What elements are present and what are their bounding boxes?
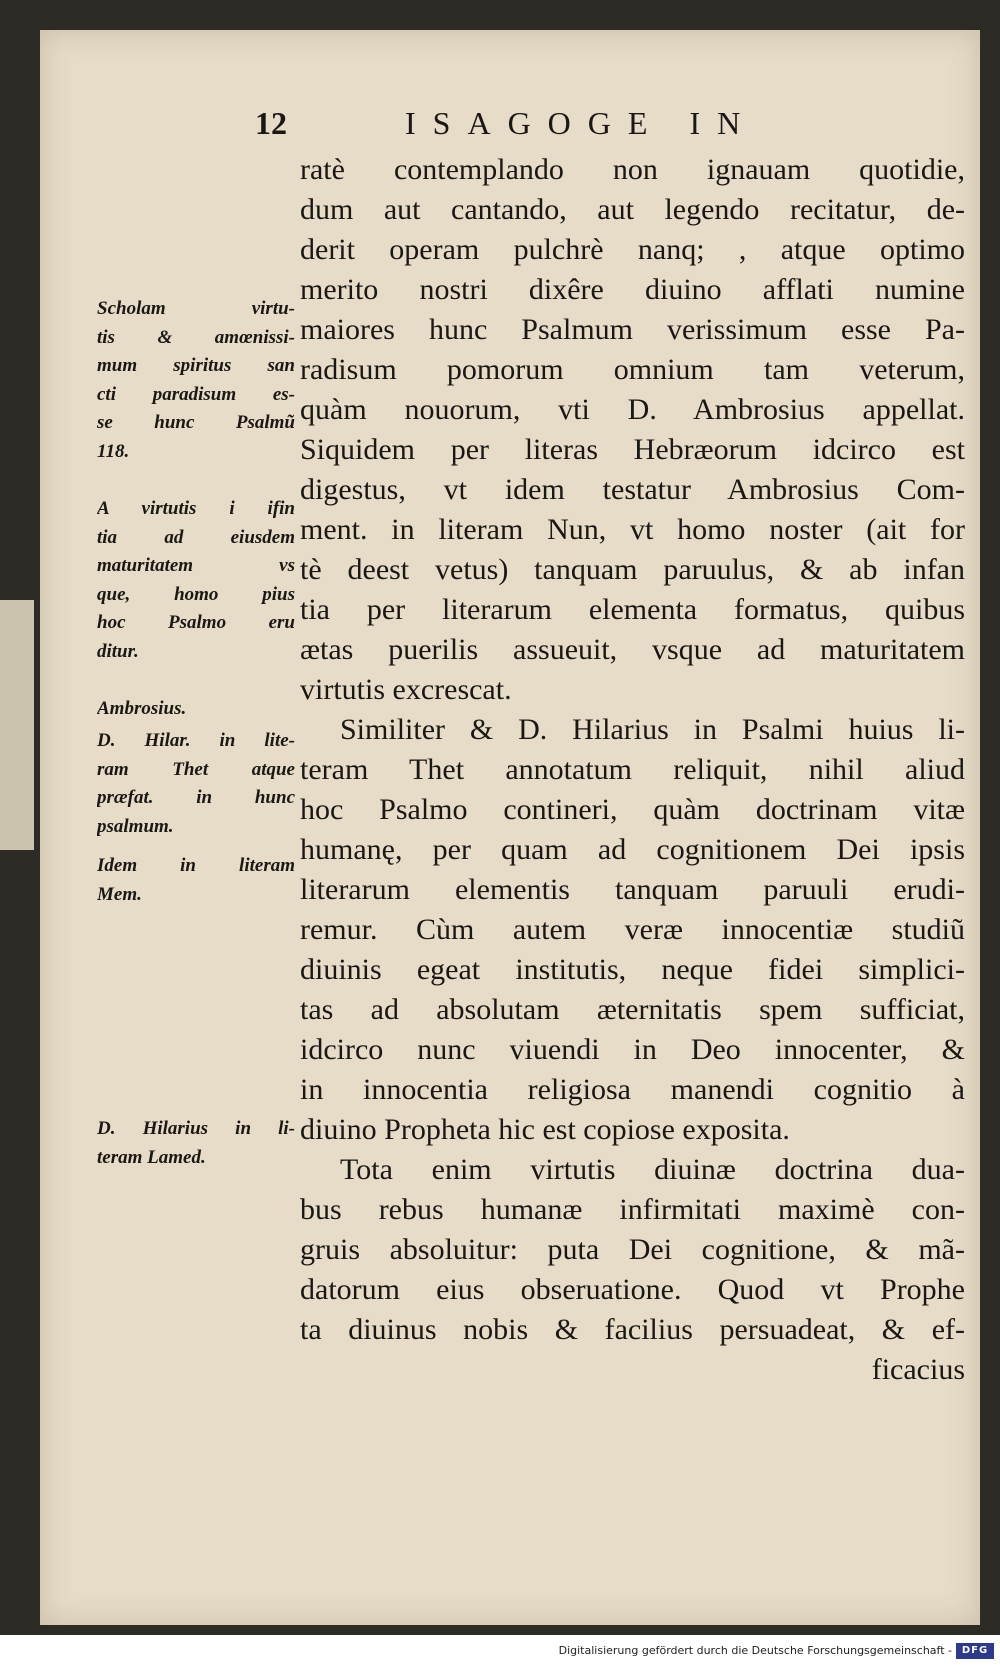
body-line: dum aut cantando, aut legendo recitatur, de- <box>300 193 965 226</box>
body-line: idcirco nunc viuendi in Deo innocenter, & <box>300 1033 965 1066</box>
margin-note <box>97 727 295 841</box>
margin-note <box>97 495 295 666</box>
margin-note-line: teram Lamed. <box>97 1146 206 1168</box>
body-line: ment. in literam Nun, vt homo noster (ait for <box>300 513 965 546</box>
body-line: diuinis egeat institutis, neque fidei simplici- <box>300 953 965 986</box>
body-text <box>300 150 965 1390</box>
body-line: ta diuinus nobis & facilius persuadeat, & ef- <box>300 1313 965 1346</box>
body-line: Siquidem per literas Hebræorum idcirco est <box>300 433 965 466</box>
body-line: derit operam pulchrè nanq; , atque optimo <box>300 233 965 266</box>
margin-note-line: cti paradisum es- <box>97 383 295 405</box>
body-line: tè deest vetus) tanquam paruulus, & ab infan <box>300 553 965 586</box>
body-line: in innocentia religiosa manendi cognitio à <box>300 1073 965 1106</box>
footer <box>0 1640 1000 1665</box>
margin-note-line: D. Hilar. in lite- <box>97 730 295 751</box>
body-line: bus rebus humanæ infirmitati maximè con- <box>300 1193 965 1226</box>
margin-note-line: ditur. <box>97 640 139 662</box>
body-line: Tota enim virtutis diuinæ doctrina dua- <box>340 1153 965 1186</box>
body-line: digestus, vt idem testatur Ambrosius Com- <box>300 473 965 506</box>
margin-note-line: psalmum. <box>97 815 174 837</box>
running-head <box>255 105 855 145</box>
margin-note-line: præfat. in hunc <box>97 787 295 808</box>
body-line: tia per literarum elementa formatus, quibus <box>300 593 965 626</box>
body-line: quàm nouorum, vti D. Ambrosius appellat. <box>300 393 965 426</box>
margin-note-line: hoc Psalmo eru <box>97 612 295 633</box>
running-title: ISAGOGE IN <box>405 105 758 141</box>
margin-note-line: maturitatem vs <box>97 555 295 576</box>
footer-credit: Digitalisierung gefördert durch die Deutsche Forschungsgemeinschaft - <box>558 1644 952 1657</box>
margin-note-line: D. Hilarius in li- <box>97 1118 295 1139</box>
body-line: Similiter & D. Hilarius in Psalmi huius li- <box>340 713 965 746</box>
page-number: 12 <box>255 105 287 141</box>
margin-note <box>97 295 295 466</box>
margin-note-line: tia ad eiusdem <box>97 526 295 548</box>
margin-note-line: se hunc Psalmũ <box>97 412 295 433</box>
margin-note <box>97 852 295 909</box>
dfg-logo: DFG <box>956 1643 994 1659</box>
body-line: radisum pomorum omnium tam veterum, <box>300 353 965 386</box>
margin-note-line: Mem. <box>97 883 142 905</box>
body-line: tas ad absolutam æternitatis spem sufficiat, <box>300 993 965 1026</box>
body-line: datorum eius obseruatione. Quod vt Prophe <box>300 1273 965 1306</box>
margin-note <box>97 1115 295 1172</box>
margin-note-line: Ambrosius. <box>97 698 187 719</box>
body-line: remur. Cùm autem veræ innocentiæ studiũ <box>300 913 965 946</box>
body-line: teram Thet annotatum reliquit, nihil aliud <box>300 753 965 786</box>
body-line: literarum elementis tanquam paruuli erudi- <box>300 873 965 906</box>
body-line: maiores hunc Psalmum verissimum esse Pa- <box>300 313 965 346</box>
margin-note-line: que, homo pius <box>97 583 295 605</box>
body-line: ratè contemplando non ignauam quotidie, <box>300 153 965 186</box>
margin-note <box>97 695 295 724</box>
body-line: ficacius <box>871 1353 965 1386</box>
margin-note-line: mum spiritus san <box>97 355 295 376</box>
margin-note-line: 118. <box>97 440 130 462</box>
body-line: hoc Psalmo contineri, quàm doctrinam vitæ <box>300 793 965 826</box>
body-line: ætas puerilis assueuit, vsque ad maturitatem <box>300 633 965 666</box>
body-line: humanę, per quam ad cognitionem Dei ipsis <box>300 833 965 866</box>
body-line: merito nostri dixêre diuino afflati numine <box>300 273 965 306</box>
margin-note-line: Idem in literam <box>97 855 295 876</box>
body-line: virtutis excrescat. <box>300 673 512 706</box>
margin-note-line: tis & amœnissi- <box>97 326 295 348</box>
body-line: gruis absoluitur: puta Dei cognitione, & mã- <box>300 1233 965 1266</box>
margin-note-line: Scholam virtu- <box>97 298 295 319</box>
adjacent-page-edge <box>0 600 34 850</box>
margin-note-line: ram Thet atque <box>97 758 295 780</box>
margin-note-line: A virtutis i ifin <box>97 498 295 519</box>
body-line: diuino Propheta hic est copiose exposita. <box>300 1113 790 1146</box>
